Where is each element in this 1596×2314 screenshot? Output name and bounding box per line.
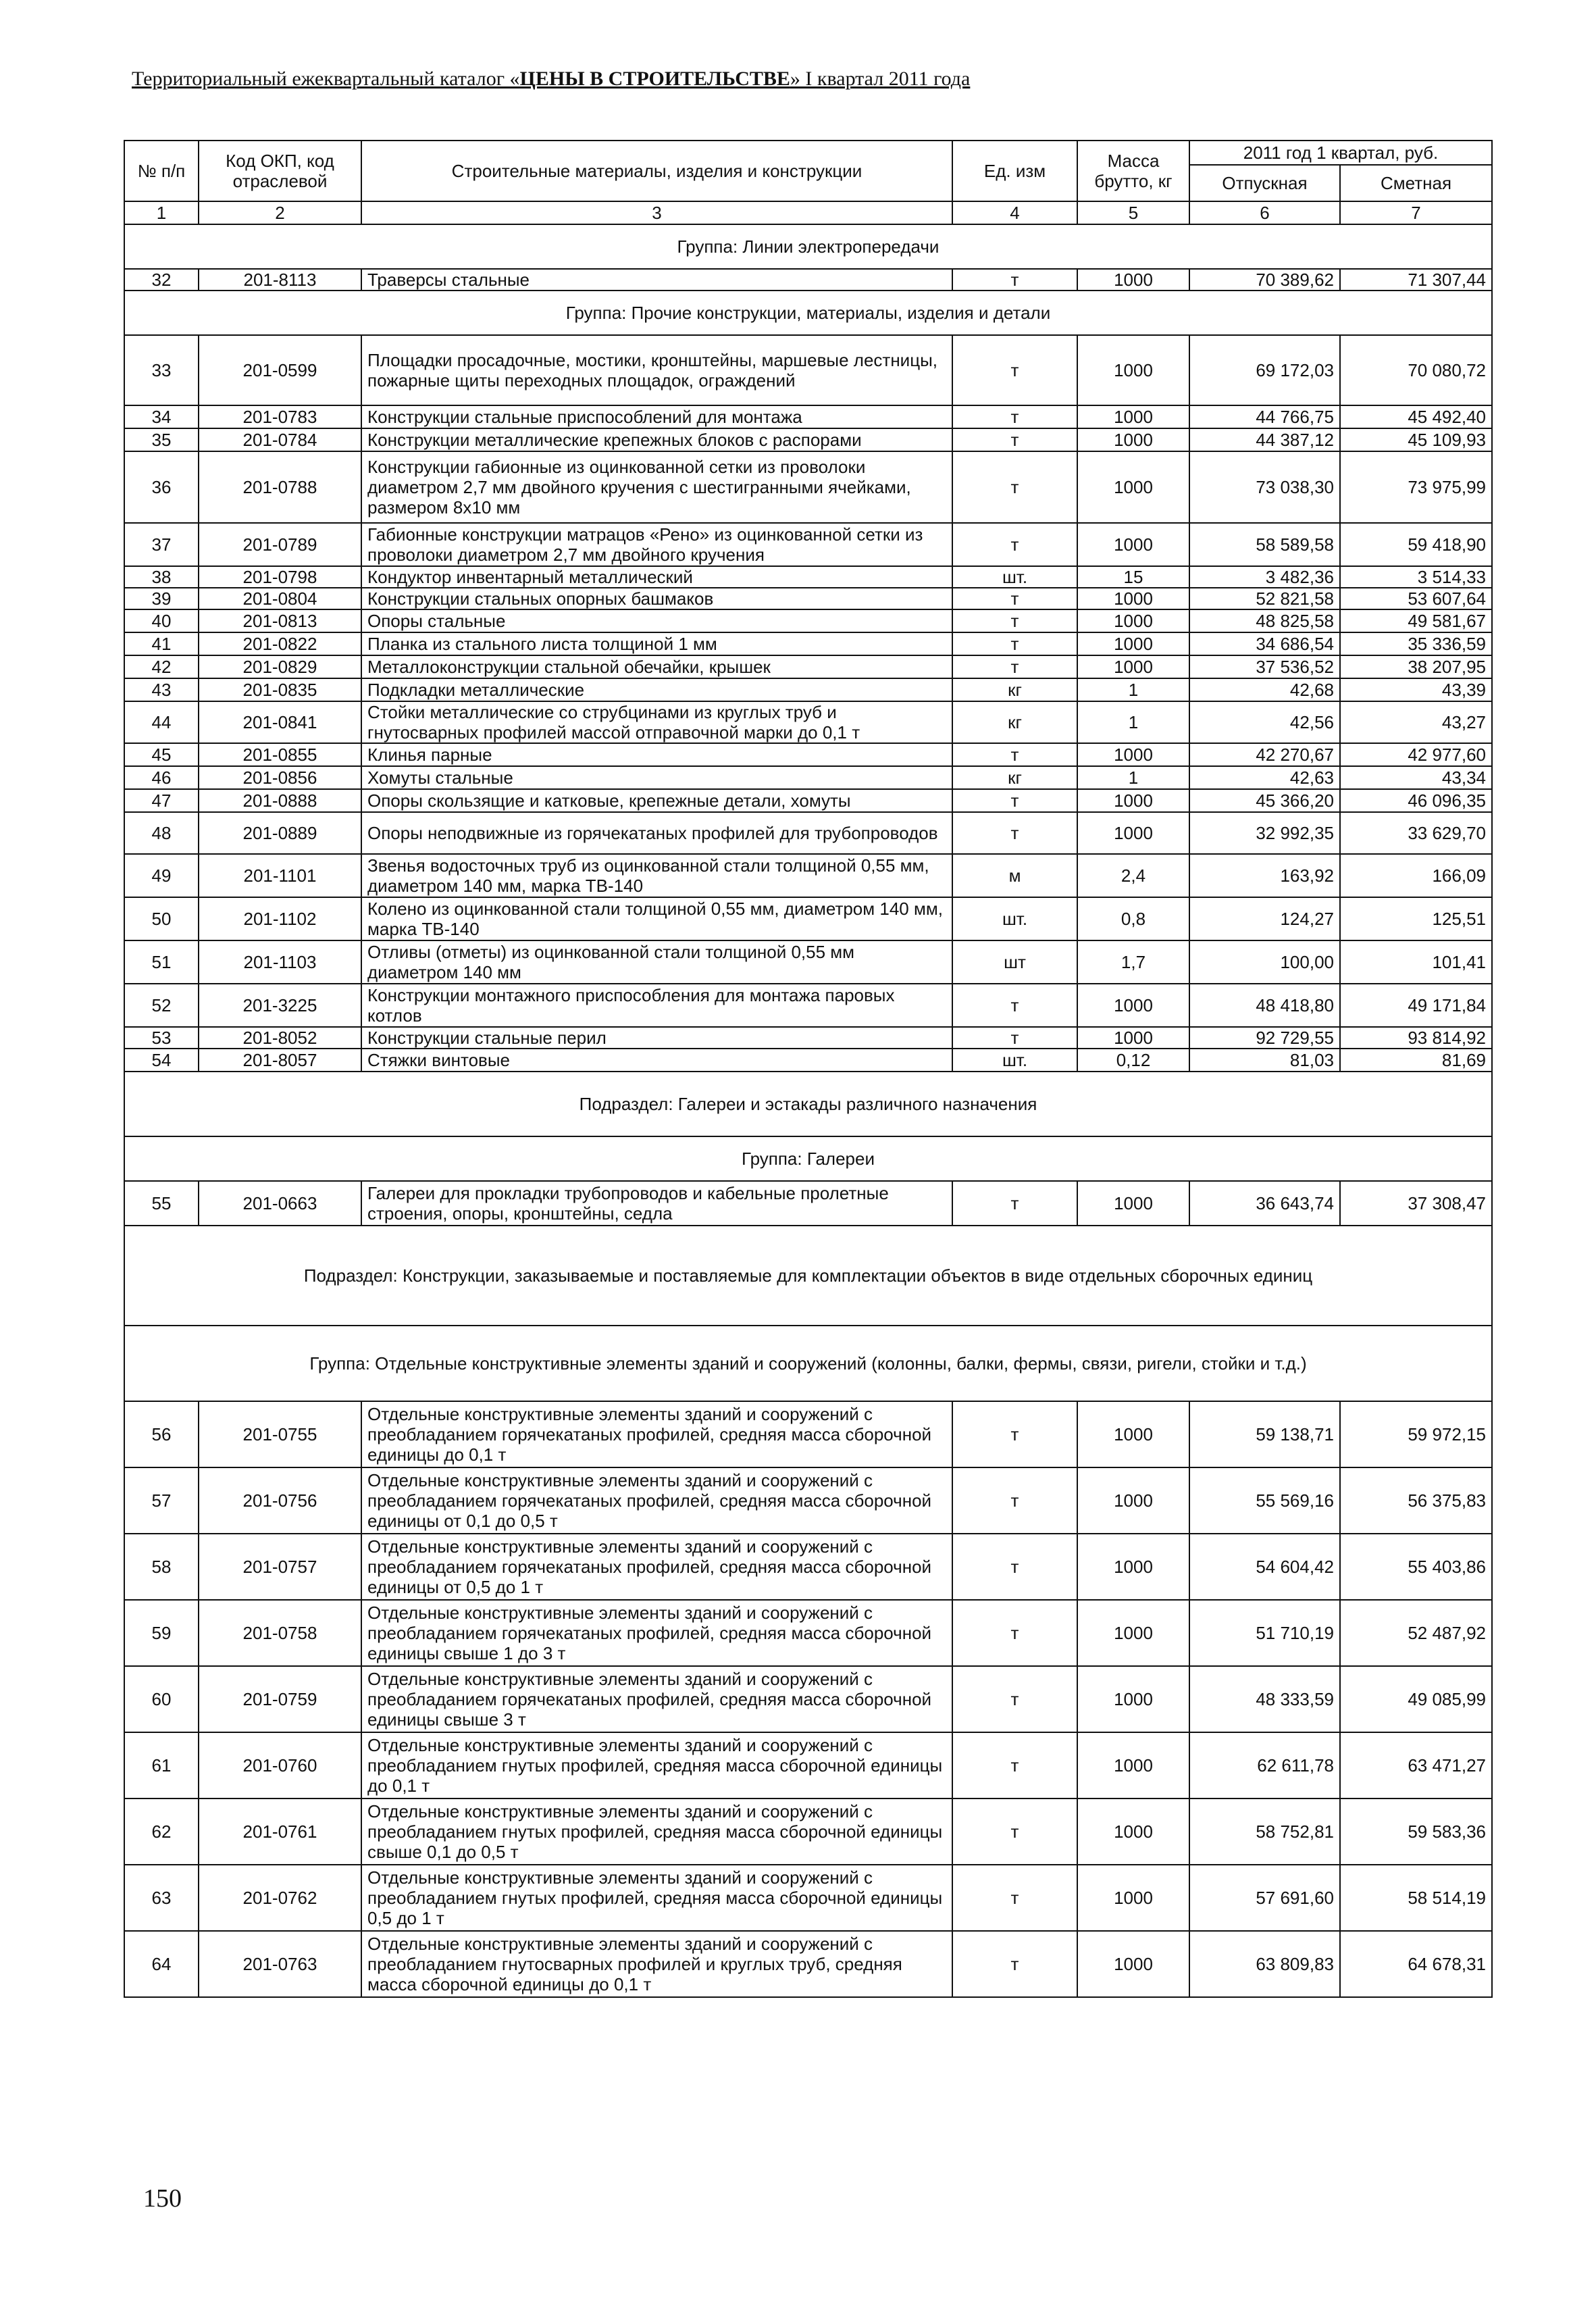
row-mass: 1000 [1077,269,1189,291]
row-mass: 1 [1077,701,1189,743]
row-code: 201-0759 [199,1666,361,1732]
row-num: 64 [124,1931,199,1997]
row-code: 201-8052 [199,1027,361,1049]
table-row [124,743,1492,766]
row-mass: 15 [1077,566,1189,588]
row-unit: т [952,609,1077,632]
row-num: 47 [124,789,199,812]
group-heading-row [124,291,1492,335]
row-name: Конструкции стальные перил [361,1027,952,1049]
row-name: Опоры стальные [361,609,952,632]
row-name: Отдельные конструктивные элементы зданий и сооружений с преобладанием гнутых профилей, средняя масса сборочной единицы свыше 0,1 до 0,5 т [361,1799,952,1865]
row-unit: т [952,655,1077,678]
row-mass: 0,12 [1077,1049,1189,1072]
row-estimate-price: 43,34 [1340,766,1492,789]
row-estimate-price: 45 492,40 [1340,405,1492,428]
table-row [124,588,1492,609]
row-wholesale-price: 58 589,58 [1189,523,1340,566]
row-estimate-price: 37 308,47 [1340,1181,1492,1226]
row-num: 60 [124,1666,199,1732]
row-unit: шт. [952,1049,1077,1072]
row-name: Отдельные конструктивные элементы зданий и сооружений с преобладанием горячекатаных профилей, средняя масса сборочной единицы от 0,5 до 1 т [361,1534,952,1600]
row-wholesale-price: 59 138,71 [1189,1401,1340,1467]
row-estimate-price: 53 607,64 [1340,588,1492,609]
row-name: Клинья парные [361,743,952,766]
table-row [124,940,1492,984]
table-row [124,701,1492,743]
row-name: Подкладки металлические [361,678,952,701]
row-wholesale-price: 32 992,35 [1189,812,1340,854]
row-mass: 1000 [1077,609,1189,632]
row-wholesale-price: 62 611,78 [1189,1732,1340,1799]
row-wholesale-price: 51 710,19 [1189,1600,1340,1666]
table-row [124,812,1492,854]
row-unit: т [952,1534,1077,1600]
row-code: 201-0756 [199,1467,361,1534]
row-mass: 1000 [1077,1931,1189,1997]
row-code: 201-0762 [199,1865,361,1931]
row-wholesale-price: 54 604,42 [1189,1534,1340,1600]
col-index: 7 [1340,201,1492,224]
row-wholesale-price: 3 482,36 [1189,566,1340,588]
col-index: 6 [1189,201,1340,224]
row-name: Конструкции монтажного приспособления для монтажа паровых котлов [361,984,952,1027]
row-unit: т [952,405,1077,428]
row-mass: 1000 [1077,1666,1189,1732]
row-code: 201-0763 [199,1931,361,1997]
row-name: Опоры неподвижные из горячекатаных профилей для трубопроводов [361,812,952,854]
row-wholesale-price: 69 172,03 [1189,335,1340,405]
row-unit: т [952,1027,1077,1049]
table-row [124,1467,1492,1534]
row-unit: шт. [952,897,1077,940]
row-name: Звенья водосточных труб из оцинкованной стали толщиной 0,55 мм, диаметром 140 мм, марка ТВ-140 [361,854,952,897]
row-name: Траверсы стальные [361,269,952,291]
row-name: Отдельные конструктивные элементы зданий и сооружений с преобладанием гнутосварных профилей и круглых труб, средняя масса сборочной единицы до 0,1 т [361,1931,952,1997]
row-estimate-price: 70 080,72 [1340,335,1492,405]
row-estimate-price: 101,41 [1340,940,1492,984]
row-estimate-price: 125,51 [1340,897,1492,940]
row-unit: т [952,1600,1077,1666]
row-mass: 1000 [1077,1467,1189,1534]
row-code: 201-0822 [199,632,361,655]
row-mass: 1000 [1077,523,1189,566]
row-mass: 1000 [1077,451,1189,523]
col-index: 2 [199,201,361,224]
row-estimate-price: 49 085,99 [1340,1666,1492,1732]
table-body [124,224,1492,1997]
row-name: Отдельные конструктивные элементы зданий и сооружений с преобладанием гнутых профилей, средняя масса сборочной единицы 0,5 до 1 т [361,1865,952,1931]
row-unit: т [952,743,1077,766]
row-code: 201-0758 [199,1600,361,1666]
row-code: 201-0663 [199,1181,361,1226]
table-row [124,1600,1492,1666]
row-unit: кг [952,701,1077,743]
row-wholesale-price: 48 825,58 [1189,609,1340,632]
row-estimate-price: 93 814,92 [1340,1027,1492,1049]
row-name: Конструкции металлические крепежных блоков с распорами [361,428,952,451]
row-code: 201-1102 [199,897,361,940]
row-mass: 1000 [1077,789,1189,812]
row-mass: 1000 [1077,1732,1189,1799]
row-code: 201-0757 [199,1534,361,1600]
row-name: Конструкции стальные приспособлений для монтажа [361,405,952,428]
row-estimate-price: 59 418,90 [1340,523,1492,566]
row-estimate-price: 3 514,33 [1340,566,1492,588]
row-estimate-price: 73 975,99 [1340,451,1492,523]
row-unit: шт [952,940,1077,984]
row-code: 201-0599 [199,335,361,405]
row-estimate-price: 58 514,19 [1340,1865,1492,1931]
row-code: 201-8057 [199,1049,361,1072]
row-num: 46 [124,766,199,789]
row-num: 45 [124,743,199,766]
row-mass: 1000 [1077,1534,1189,1600]
catalog-header [132,68,970,91]
row-mass: 0,8 [1077,897,1189,940]
group-title: Группа: Отдельные конструктивные элементы зданий и сооружений (колонны, балки, фермы, связи, ригели, стойки и т.д.) [124,1326,1492,1401]
row-mass: 1000 [1077,335,1189,405]
table-row [124,1666,1492,1732]
row-unit: м [952,854,1077,897]
row-num: 43 [124,678,199,701]
table-row [124,766,1492,789]
row-num: 35 [124,428,199,451]
row-code: 201-0841 [199,701,361,743]
row-name: Опоры скользящие и катковые, крепежные детали, хомуты [361,789,952,812]
table-row [124,655,1492,678]
group-heading-row [124,1136,1492,1181]
table-row [124,451,1492,523]
table-row [124,854,1492,897]
row-num: 61 [124,1732,199,1799]
row-name: Отдельные конструктивные элементы зданий и сооружений с преобладанием горячекатаных профилей, средняя масса сборочной единицы свыше 3 т [361,1666,952,1732]
header-prefix: Территориальный ежеквартальный каталог « [132,68,520,90]
row-unit: т [952,1181,1077,1226]
row-mass: 2,4 [1077,854,1189,897]
row-num: 32 [124,269,199,291]
row-mass: 1000 [1077,1401,1189,1467]
table-row [124,897,1492,940]
row-num: 63 [124,1865,199,1931]
row-num: 62 [124,1799,199,1865]
row-wholesale-price: 44 766,75 [1189,405,1340,428]
row-wholesale-price: 48 418,80 [1189,984,1340,1027]
row-estimate-price: 43,39 [1340,678,1492,701]
row-code: 201-0761 [199,1799,361,1865]
group-title: Группа: Линии электропередачи [124,224,1492,269]
row-estimate-price: 52 487,92 [1340,1600,1492,1666]
row-wholesale-price: 163,92 [1189,854,1340,897]
row-name: Отдельные конструктивные элементы зданий и сооружений с преобладанием горячекатаных профилей, средняя масса сборочной единицы от 0,1 до 0,5 т [361,1467,952,1534]
row-estimate-price: 55 403,86 [1340,1534,1492,1600]
row-wholesale-price: 124,27 [1189,897,1340,940]
table-row [124,1027,1492,1049]
table-row [124,335,1492,405]
row-wholesale-price: 45 366,20 [1189,789,1340,812]
row-mass: 1000 [1077,1799,1189,1865]
subsection-title: Подраздел: Галереи и эстакады различного назначения [124,1072,1492,1136]
row-code: 201-0760 [199,1732,361,1799]
table-row [124,678,1492,701]
row-estimate-price: 59 583,36 [1340,1799,1492,1865]
row-code: 201-0789 [199,523,361,566]
table-row [124,566,1492,588]
row-name: Стойки металлические со струбцинами из круглых труб и гнутосварных профилей массой отправочной марки до 0,1 т [361,701,952,743]
row-num: 36 [124,451,199,523]
row-wholesale-price: 57 691,60 [1189,1865,1340,1931]
row-code: 201-0784 [199,428,361,451]
row-unit: т [952,1666,1077,1732]
row-num: 54 [124,1049,199,1072]
row-unit: т [952,428,1077,451]
row-estimate-price: 46 096,35 [1340,789,1492,812]
row-code: 201-8113 [199,269,361,291]
row-estimate-price: 56 375,83 [1340,1467,1492,1534]
row-num: 49 [124,854,199,897]
row-num: 50 [124,897,199,940]
table-row [124,1865,1492,1931]
row-name: Отдельные конструктивные элементы зданий и сооружений с преобладанием гнутых профилей, средняя масса сборочной единицы до 0,1 т [361,1732,952,1799]
row-mass: 1000 [1077,588,1189,609]
col-header-name: Строительные материалы, изделия и конструкции [361,141,952,201]
table-row [124,632,1492,655]
row-num: 53 [124,1027,199,1049]
row-code: 201-0788 [199,451,361,523]
row-num: 38 [124,566,199,588]
row-num: 59 [124,1600,199,1666]
row-code: 201-1103 [199,940,361,984]
row-wholesale-price: 92 729,55 [1189,1027,1340,1049]
table-row [124,1931,1492,1997]
row-wholesale-price: 44 387,12 [1189,428,1340,451]
row-unit: кг [952,678,1077,701]
row-unit: т [952,335,1077,405]
row-mass: 1000 [1077,1181,1189,1226]
row-wholesale-price: 63 809,83 [1189,1931,1340,1997]
price-table [124,140,1493,1998]
row-unit: т [952,1401,1077,1467]
row-code: 201-3225 [199,984,361,1027]
row-mass: 1,7 [1077,940,1189,984]
row-mass: 1000 [1077,655,1189,678]
row-num: 52 [124,984,199,1027]
group-title: Группа: Галереи [124,1136,1492,1181]
row-estimate-price: 63 471,27 [1340,1732,1492,1799]
row-mass: 1000 [1077,1027,1189,1049]
row-name: Отдельные конструктивные элементы зданий и сооружений с преобладанием горячекатаных профилей, средняя масса сборочной единицы до 0,1 т [361,1401,952,1467]
row-unit: т [952,984,1077,1027]
row-code: 201-0856 [199,766,361,789]
row-num: 42 [124,655,199,678]
row-mass: 1 [1077,766,1189,789]
row-wholesale-price: 73 038,30 [1189,451,1340,523]
row-name: Габионные конструкции матрацов «Рено» из оцинкованной сетки из проволоки диаметром 2,7 мм двойного кручения [361,523,952,566]
row-mass: 1000 [1077,632,1189,655]
row-code: 201-0804 [199,588,361,609]
row-estimate-price: 43,27 [1340,701,1492,743]
row-mass: 1000 [1077,812,1189,854]
row-mass: 1000 [1077,405,1189,428]
row-estimate-price: 38 207,95 [1340,655,1492,678]
row-estimate-price: 81,69 [1340,1049,1492,1072]
row-estimate-price: 49 581,67 [1340,609,1492,632]
col-header-period: 2011 год 1 квартал, руб. [1189,141,1492,165]
row-estimate-price: 45 109,93 [1340,428,1492,451]
row-estimate-price: 71 307,44 [1340,269,1492,291]
row-num: 55 [124,1181,199,1226]
row-code: 201-0829 [199,655,361,678]
row-num: 34 [124,405,199,428]
row-name: Колено из оцинкованной стали толщиной 0,55 мм, диаметром 140 мм, марка ТВ-140 [361,897,952,940]
row-unit: т [952,1732,1077,1799]
row-wholesale-price: 42 270,67 [1189,743,1340,766]
col-header-estimate: Сметная [1340,165,1492,201]
row-wholesale-price: 42,68 [1189,678,1340,701]
table-row [124,609,1492,632]
table-row [124,428,1492,451]
row-num: 48 [124,812,199,854]
row-name: Галереи для прокладки трубопроводов и кабельные пролетные строения, опоры, кронштейны, седла [361,1181,952,1226]
row-unit: т [952,1865,1077,1931]
row-unit: т [952,451,1077,523]
row-estimate-price: 59 972,15 [1340,1401,1492,1467]
row-code: 201-0835 [199,678,361,701]
row-unit: т [952,588,1077,609]
subsection-title: Подраздел: Конструкции, заказываемые и поставляемые для комплектации объектов в виде отдельных сборочных единиц [124,1226,1492,1326]
row-estimate-price: 33 629,70 [1340,812,1492,854]
col-header-wholesale: Отпускная [1189,165,1340,201]
row-name: Металлоконструкции стальной обечайки, крышек [361,655,952,678]
col-header-code: Код ОКП, код отраслевой [199,141,361,201]
subsection-heading-row [124,1226,1492,1326]
row-mass: 1 [1077,678,1189,701]
row-num: 33 [124,335,199,405]
row-name: Площадки просадочные, мостики, кронштейны, маршевые лестницы, пожарные щиты переходных площадок, ограждений [361,335,952,405]
row-wholesale-price: 42,56 [1189,701,1340,743]
row-wholesale-price: 55 569,16 [1189,1467,1340,1534]
row-unit: т [952,1931,1077,1997]
row-wholesale-price: 52 821,58 [1189,588,1340,609]
row-name: Отливы (отметы) из оцинкованной стали толщиной 0,55 мм диаметром 140 мм [361,940,952,984]
row-num: 39 [124,588,199,609]
row-name: Конструкции стальных опорных башмаков [361,588,952,609]
row-wholesale-price: 37 536,52 [1189,655,1340,678]
table-row [124,405,1492,428]
row-code: 201-0813 [199,609,361,632]
row-wholesale-price: 70 389,62 [1189,269,1340,291]
row-mass: 1000 [1077,428,1189,451]
row-wholesale-price: 81,03 [1189,1049,1340,1072]
table-row [124,789,1492,812]
row-unit: т [952,812,1077,854]
row-name: Конструкции габионные из оцинкованной сетки из проволоки диаметром 2,7 мм двойного кручения с шестигранными ячейками, размером 8х10 мм [361,451,952,523]
table-row [124,1534,1492,1600]
col-header-unit: Ед. изм [952,141,1077,201]
header-suffix: » I квартал 2011 года [790,68,971,90]
row-code: 201-1101 [199,854,361,897]
row-unit: т [952,269,1077,291]
table-row [124,984,1492,1027]
row-code: 201-0783 [199,405,361,428]
group-heading-row [124,224,1492,269]
row-wholesale-price: 42,63 [1189,766,1340,789]
row-num: 40 [124,609,199,632]
row-num: 56 [124,1401,199,1467]
table-row [124,1049,1492,1072]
table-row [124,1732,1492,1799]
row-estimate-price: 64 678,31 [1340,1931,1492,1997]
col-header-mass: Масса брутто, кг [1077,141,1189,201]
row-unit: кг [952,766,1077,789]
subsection-heading-row [124,1072,1492,1136]
table-row [124,269,1492,291]
row-code: 201-0889 [199,812,361,854]
col-index: 3 [361,201,952,224]
table-row [124,1401,1492,1467]
row-unit: шт. [952,566,1077,588]
row-wholesale-price: 58 752,81 [1189,1799,1340,1865]
row-name: Хомуты стальные [361,766,952,789]
row-mass: 1000 [1077,1600,1189,1666]
group-title: Группа: Прочие конструкции, материалы, изделия и детали [124,291,1492,335]
row-code: 201-0855 [199,743,361,766]
row-mass: 1000 [1077,743,1189,766]
row-name: Стяжки винтовые [361,1049,952,1072]
row-name: Отдельные конструктивные элементы зданий и сооружений с преобладанием горячекатаных профилей, средняя масса сборочной единицы свыше 1 до 3 т [361,1600,952,1666]
row-code: 201-0798 [199,566,361,588]
row-num: 51 [124,940,199,984]
row-code: 201-0755 [199,1401,361,1467]
row-num: 58 [124,1534,199,1600]
table-row [124,1799,1492,1865]
row-wholesale-price: 100,00 [1189,940,1340,984]
row-wholesale-price: 36 643,74 [1189,1181,1340,1226]
row-mass: 1000 [1077,1865,1189,1931]
row-name: Планка из стального листа толщиной 1 мм [361,632,952,655]
col-header-num: № п/п [124,141,199,201]
row-estimate-price: 35 336,59 [1340,632,1492,655]
row-unit: т [952,1467,1077,1534]
row-unit: т [952,632,1077,655]
header-title: ЦЕНЫ В СТРОИТЕЛЬСТВЕ [519,68,790,90]
row-estimate-price: 42 977,60 [1340,743,1492,766]
group-heading-row [124,1326,1492,1401]
col-index: 5 [1077,201,1189,224]
page-number: 150 [143,2184,182,2213]
table-row [124,1181,1492,1226]
row-code: 201-0888 [199,789,361,812]
col-index: 4 [952,201,1077,224]
row-name: Кондуктор инвентарный металлический [361,566,952,588]
row-wholesale-price: 48 333,59 [1189,1666,1340,1732]
col-index: 1 [124,201,199,224]
row-wholesale-price: 34 686,54 [1189,632,1340,655]
row-unit: т [952,523,1077,566]
row-num: 57 [124,1467,199,1534]
table-row [124,523,1492,566]
row-estimate-price: 49 171,84 [1340,984,1492,1027]
row-num: 37 [124,523,199,566]
row-mass: 1000 [1077,984,1189,1027]
row-num: 44 [124,701,199,743]
row-unit: т [952,1799,1077,1865]
row-num: 41 [124,632,199,655]
row-estimate-price: 166,09 [1340,854,1492,897]
row-unit: т [952,789,1077,812]
